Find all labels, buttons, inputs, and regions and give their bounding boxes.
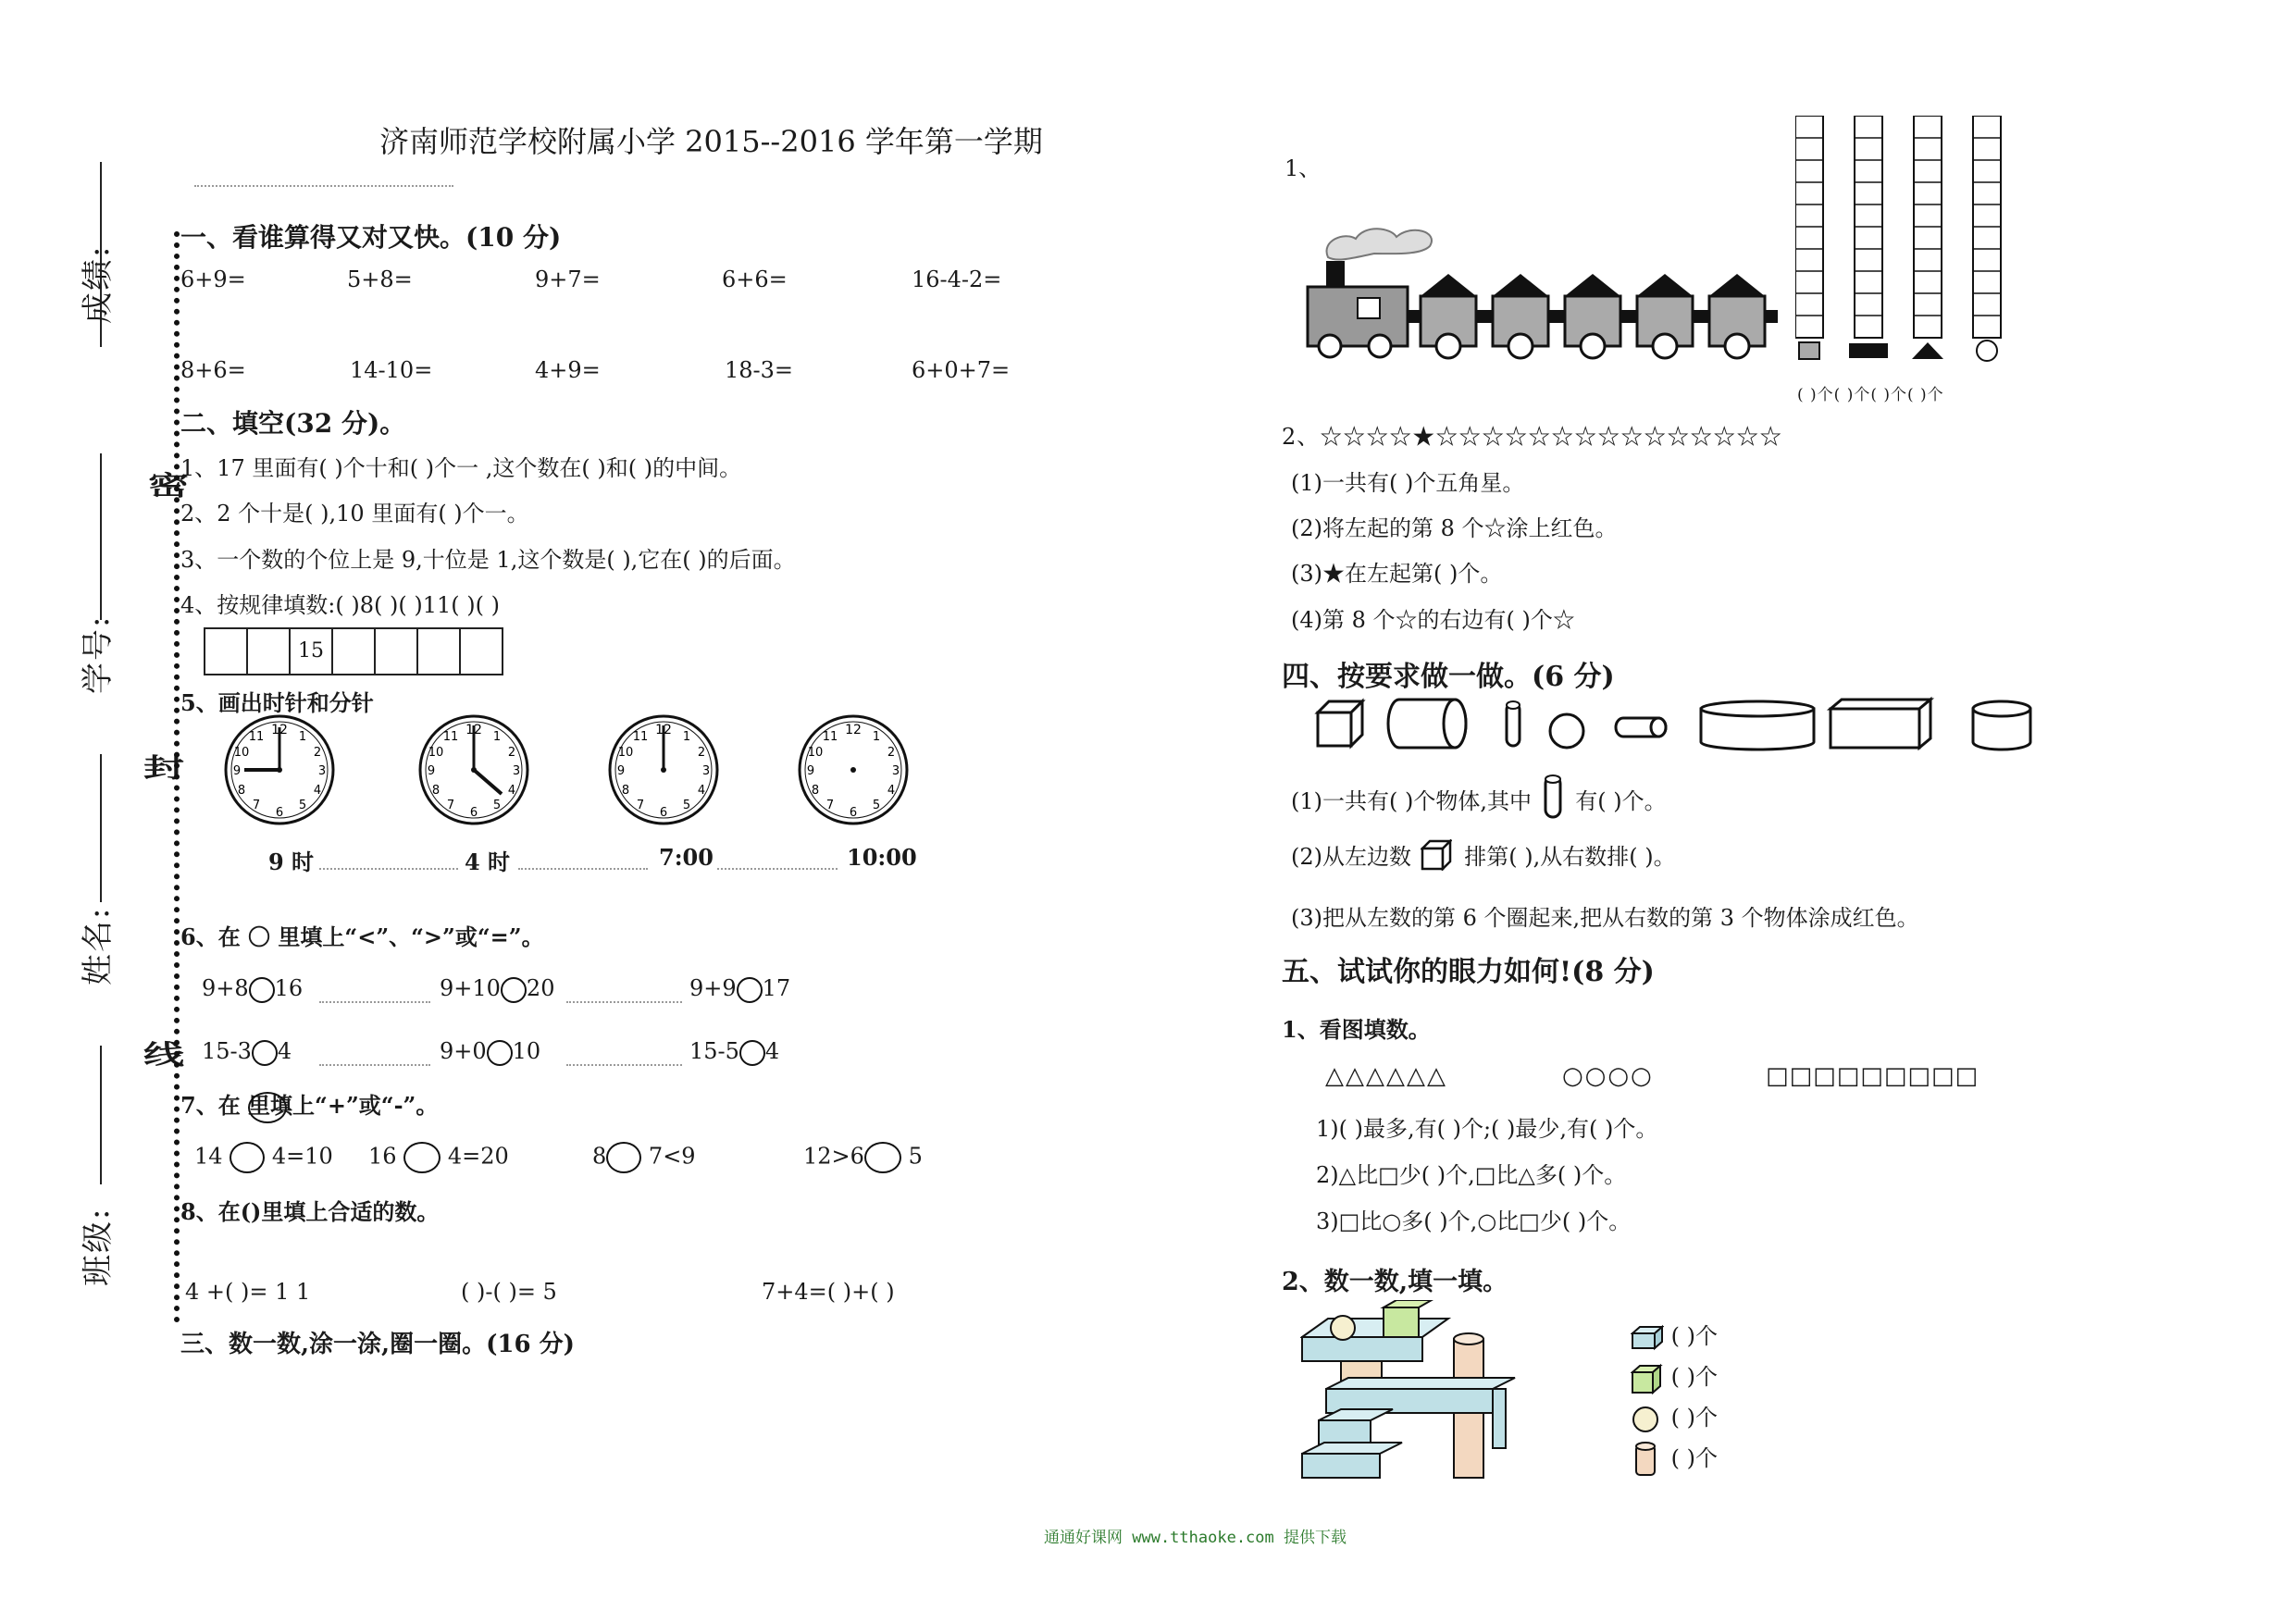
cube-icon[interactable] — [1318, 701, 1362, 746]
shapes-q2: 2)△比□少( )个,□比△多( )个。 — [1316, 1162, 1627, 1188]
sphere-icon[interactable] — [1550, 714, 1583, 748]
cylinder-icon — [1543, 773, 1563, 821]
small-cylinder-icon[interactable] — [1616, 718, 1666, 737]
sign-circle[interactable] — [403, 1142, 441, 1173]
section3-heading: 三、数一数,涂一涂,圈一圈。(16 分) — [180, 1331, 575, 1358]
arith-item: 4+9= — [535, 357, 601, 383]
dotted-rule — [319, 1001, 430, 1003]
fill-number-item[interactable]: ( )-( )= 5 — [461, 1279, 557, 1305]
objects-q2-text: (2)从左边数 — [1291, 844, 1411, 870]
stars-q2: (2)将左起的第 8 个☆涂上红色。 — [1291, 515, 1618, 541]
compare-left: 9+9 — [689, 975, 737, 1001]
margin-line — [100, 754, 102, 902]
flat-cylinder-icon[interactable] — [1701, 701, 1814, 750]
seal-char-mi: 密 — [148, 470, 189, 502]
clock-label: 9 时 — [268, 849, 315, 875]
margin-line — [100, 453, 102, 620]
number-box[interactable] — [246, 627, 291, 675]
column-triangle[interactable] — [1912, 116, 1943, 365]
train-car-icon — [1421, 274, 1476, 358]
dotted-rule — [194, 185, 453, 187]
train-illustration — [1300, 213, 1781, 361]
compare-left: 9+0 — [440, 1038, 487, 1064]
name-label: 姓名: — [80, 906, 117, 985]
compare-circle[interactable] — [739, 1040, 765, 1066]
steam-icon — [1326, 229, 1431, 259]
fill-number-item[interactable]: 4 +( )= 1 1 — [185, 1279, 311, 1305]
clock-faces — [222, 712, 944, 837]
dotted-rule — [566, 1064, 682, 1066]
count-cylinder[interactable]: ( )个 — [1670, 1445, 1718, 1471]
arith-item: 6+9= — [180, 266, 246, 292]
compare-circle[interactable] — [252, 1040, 278, 1066]
dotted-rule — [566, 1001, 682, 1003]
objects-q3: (3)把从左数的第 6 个圈起来,把从右数的第 3 个物体涂成红色。 — [1291, 905, 1919, 931]
train-car-icon — [1565, 274, 1620, 358]
fill-q1: 1、17 里面有( )个十和( )个一 ,这个数在( )和( )的中间。 — [180, 455, 742, 481]
number-pattern-boxes — [204, 627, 502, 675]
stars-row: 2、☆☆☆☆★☆☆☆☆☆☆☆☆☆☆☆☆☆☆☆ — [1282, 424, 1783, 450]
solid-objects-row — [1314, 696, 2036, 761]
compare-right: 10 — [512, 1038, 541, 1064]
footer-credit: 通通好课网 www.tthaoke.com 提供下载 — [1044, 1529, 1347, 1547]
compare-q6: 6、在 〇 里填上“<”、“>”或“=”。 — [180, 923, 544, 950]
column-count-blanks[interactable]: ( )个( )个( )个( )个 — [1797, 386, 1944, 404]
arith-item: 5+8= — [347, 266, 413, 292]
short-cylinder-icon[interactable] — [1973, 701, 2030, 750]
clock-label: 7:00 — [659, 844, 714, 871]
clock-3[interactable] — [610, 716, 717, 824]
count-sphere[interactable]: ( )个 — [1670, 1405, 1718, 1431]
arith-item: 16-4-2= — [912, 266, 1002, 292]
sign-circle[interactable] — [864, 1142, 901, 1173]
column-rectangle[interactable] — [1849, 116, 1888, 365]
compare-right: 16 — [274, 975, 304, 1001]
compare-right: 4 — [764, 1038, 780, 1064]
s3-q1-number: 1、 — [1285, 155, 1322, 181]
square-icon — [1799, 342, 1819, 359]
compare-left: 9+8 — [202, 975, 249, 1001]
arith-item: 8+6= — [180, 357, 246, 383]
objects-q1-text: (1)一共有( )个物体,其中 — [1291, 788, 1532, 814]
margin-line — [100, 1046, 102, 1184]
section1-heading: 一、看谁算得又对又快。(10 分) — [180, 222, 562, 253]
dotted-rule — [518, 868, 648, 870]
sign-circle-example — [248, 1092, 287, 1123]
fill-q5: 5、画出时针和分针 — [180, 689, 374, 716]
sign-left: 16 — [368, 1143, 397, 1170]
fill-number-item[interactable]: 7+4=( )+( ) — [762, 1279, 895, 1305]
stars-q1: (1)一共有( )个五角星。 — [1291, 470, 1525, 496]
number-box: 15 — [289, 627, 333, 675]
page-title: 济南师范学校附属小学 2015--2016 学年第一学期 — [379, 124, 1043, 159]
fill-q2: 2、2 个十是( ),10 里面有( )个一。 — [180, 501, 529, 527]
arith-item: 9+7= — [535, 266, 601, 292]
number-box[interactable] — [331, 627, 376, 675]
section5-sub2: 2、数一数,填一填。 — [1282, 1268, 1508, 1296]
count-cuboid[interactable]: ( )个 — [1670, 1323, 1718, 1349]
train-car-icon — [1709, 274, 1765, 358]
student-number-label: 学号: — [80, 614, 117, 694]
stars-q3: (3)★在左起第( )个。 — [1291, 561, 1503, 587]
arith-item: 18-3= — [725, 357, 794, 383]
dotted-rule — [319, 1064, 430, 1066]
counting-columns — [1795, 116, 2073, 365]
number-box[interactable] — [459, 627, 503, 675]
stars-q4: (4)第 8 个☆的右边有( )个☆ — [1291, 607, 1575, 633]
fill-q4: 4、按规律填数:( )8( )( )11( )( ) — [180, 592, 500, 618]
dotted-rule — [319, 868, 458, 870]
sign-q7: 7、在 里填上“+”或“-”。 — [180, 1092, 439, 1119]
section5-heading: 五、试试你的眼力如何!(8 分) — [1282, 956, 1655, 988]
section2-heading: 二、填空(32 分)。 — [180, 408, 406, 439]
sign-right: 7<9 — [648, 1143, 696, 1170]
class-label: 班级: — [80, 1207, 117, 1286]
sign-right: 5 — [908, 1143, 923, 1170]
column-square[interactable] — [1795, 116, 1823, 365]
number-box[interactable] — [374, 627, 418, 675]
section5-sub1: 1、看图填数。 — [1282, 1016, 1431, 1043]
dotted-rule — [717, 868, 838, 870]
circles-row: ○○○○ — [1562, 1062, 1654, 1090]
clock-label: 10:00 — [847, 844, 917, 871]
standing-cylinder-icon[interactable] — [1507, 701, 1520, 746]
cube-icon — [1631, 1363, 1664, 1394]
compare-right: 17 — [762, 975, 791, 1001]
blocks-illustration — [1300, 1300, 1536, 1485]
lying-cylinder-icon[interactable] — [1388, 700, 1466, 748]
sign-left: 14 — [194, 1143, 223, 1170]
shapes-q1: 1)( )最多,有( )个;( )最少,有( )个。 — [1316, 1116, 1658, 1142]
rectangle-icon — [1849, 343, 1888, 358]
compare-circle[interactable] — [501, 977, 527, 1003]
arith-item: 14-10= — [350, 357, 433, 383]
sign-right: 4=10 — [271, 1143, 333, 1170]
arith-item: 6+0+7= — [912, 357, 1011, 383]
seal-char-xian: 线 — [143, 1039, 184, 1071]
clock-4[interactable] — [800, 716, 907, 824]
compare-circle[interactable] — [737, 977, 763, 1003]
number-box[interactable] — [204, 627, 248, 675]
clock-1[interactable] — [226, 716, 333, 824]
compare-circle[interactable] — [249, 977, 275, 1003]
sphere-icon — [1631, 1404, 1664, 1435]
sign-circle[interactable] — [606, 1142, 641, 1173]
triangles-row: △△△△△△ — [1325, 1062, 1447, 1090]
compare-left: 15-5 — [689, 1038, 739, 1064]
triangle-icon — [1912, 342, 1943, 359]
train-car-icon — [1493, 274, 1548, 358]
cuboid-icon[interactable] — [1831, 700, 1930, 748]
objects-q1-text2: 有( )个。 — [1575, 788, 1667, 814]
sign-right: 4=20 — [447, 1143, 509, 1170]
score-label: 成绩: — [80, 244, 117, 324]
cylinder-icon — [1631, 1442, 1664, 1479]
fill-number-q8: 8、在()里填上合适的数。 — [180, 1198, 440, 1225]
sign-circle[interactable] — [230, 1142, 265, 1173]
clock-2[interactable] — [420, 716, 527, 824]
clock-label: 4 时 — [465, 849, 511, 875]
compare-circle[interactable] — [487, 1040, 513, 1066]
chimney-icon — [1326, 261, 1345, 289]
train-car-icon — [1637, 274, 1693, 358]
sign-left: 8 — [592, 1143, 607, 1170]
count-cube[interactable]: ( )个 — [1670, 1364, 1718, 1390]
objects-q1 — [1291, 783, 1667, 821]
shapes-q3: 3)□比○多( )个,○比□少( )个。 — [1316, 1208, 1632, 1234]
cuboid-icon — [1631, 1324, 1664, 1352]
objects-q2-text2: 排第( ),从右数排( )。 — [1464, 844, 1676, 870]
fill-q3: 3、一个数的个位上是 9,十位是 1,这个数是( ),它在( )的后面。 — [180, 547, 796, 573]
section4-heading: 四、按要求做一做。(6 分) — [1282, 661, 1615, 693]
arith-item: 6+6= — [722, 266, 788, 292]
number-box[interactable] — [416, 627, 461, 675]
compare-left: 9+10 — [440, 975, 501, 1001]
circle-icon — [1977, 341, 1997, 361]
squares-row: □□□□□□□□□ — [1766, 1062, 1980, 1090]
sign-left: 12>6 — [803, 1143, 864, 1170]
cube-icon — [1421, 839, 1452, 871]
compare-right: 20 — [526, 975, 555, 1001]
seal-char-feng: 封 — [143, 752, 184, 784]
objects-q2 — [1291, 838, 1676, 871]
compare-right: 4 — [277, 1038, 292, 1064]
column-circle[interactable] — [1973, 116, 2001, 365]
binding-dotted-line — [174, 231, 180, 1323]
compare-left: 15-3 — [202, 1038, 252, 1064]
